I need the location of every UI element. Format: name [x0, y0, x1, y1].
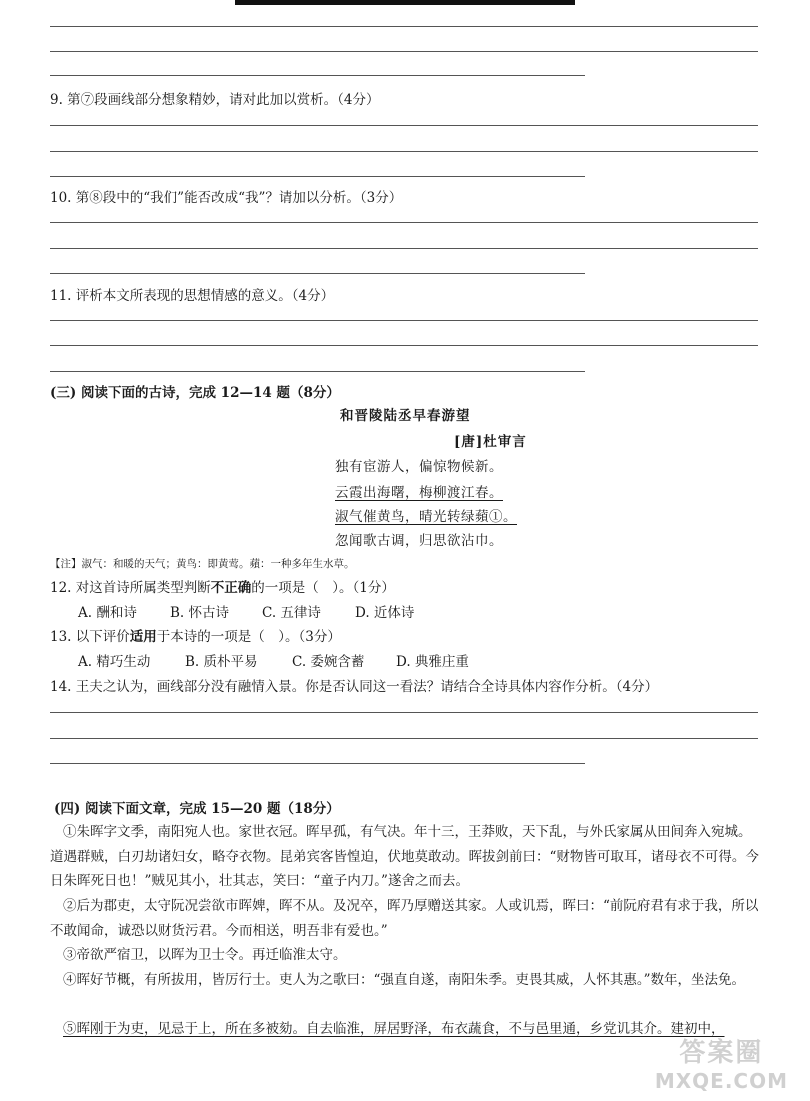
watermark-text: 答案圈: [679, 1038, 764, 1068]
section-3-heading: (三) 阅读下面的古诗，完成 12—14 题（8分）: [50, 385, 340, 401]
q12-option-a: A. 酬和诗: [78, 605, 137, 621]
answer-line: [50, 125, 758, 126]
question-12-emphasis: 不正确: [210, 580, 252, 596]
q12-option-d: D. 近体诗: [355, 605, 415, 621]
passage-paragraph-5: ⑤晖刚于为吏，见忌于上，所在多被劾。自去临淮，屏居野泽，布衣蔬食，不与邑里通，乡党讥其介。建初中，: [63, 1021, 725, 1037]
question-9: 9. 第⑦段画线部分想象精妙，请对此加以赏析。（4分）: [50, 92, 380, 108]
q13-option-c: C. 委婉含蓄: [292, 654, 365, 670]
poem-line-4: 忽闻歌古调，归思欲沾巾。: [335, 533, 503, 549]
answer-line: [50, 176, 585, 177]
section-4-heading: (四) 阅读下面文章，完成 15—20 题（18分）: [54, 801, 340, 817]
answer-line: [50, 763, 585, 764]
answer-line: [50, 222, 758, 223]
answer-line: [50, 75, 585, 76]
answer-line: [50, 320, 758, 321]
passage-paragraph-4: ④晖好节概，有所拔用，皆厉行士。吏人为之歌曰：“强直自遂，南阳朱季。吏畏其威，人怀其惠。”数年，坐法免。: [63, 972, 746, 988]
poem-author: [唐]杜审言: [454, 434, 527, 450]
answer-line: [50, 248, 758, 249]
passage-paragraph-3: ③帝欲严宿卫，以晖为卫士令。再迁临淮太守。: [63, 947, 347, 963]
answer-line: [50, 151, 758, 152]
q12-option-b: B. 怀古诗: [170, 605, 230, 621]
answer-line: [50, 273, 585, 274]
poem-line-3: 淑气催黄鸟，晴光转绿蘋①。: [335, 509, 517, 525]
question-13-text: 13. 以下评价: [50, 629, 130, 645]
question-13-text-end: 于本诗的一项是（ ）。（3分）: [156, 629, 341, 645]
question-12: [50, 576, 395, 596]
answer-line: [50, 738, 758, 739]
passage-paragraph-2: ②后为郡吏，太守阮况尝欲市晖婢，晖不从。及况卒，晖乃厚赠送其家。人或讥焉，晖曰：“前阮府君有求于我，所以不敢闻命，诚恐以财货污君。今而相送，明吾非有爱也。”: [50, 898, 759, 939]
watermark-url: MXQE.COM: [654, 1069, 788, 1093]
answer-line: [50, 712, 758, 713]
poem-note: 【注】淑气：和暖的天气；黄鸟：即黄莺。蘋：一种多年生水草。: [50, 558, 355, 570]
poem-title: 和晋陵陆丞早春游望: [340, 408, 471, 424]
question-12-text-end: 的一项是（ ）。（1分）: [251, 580, 395, 596]
q13-option-a: A. 精巧生动: [78, 654, 151, 670]
question-10: 10. 第⑧段中的“我们”能否改成“我”？请加以分析。（3分）: [50, 190, 403, 206]
q13-option-d: D. 典雅庄重: [396, 654, 469, 670]
watermark-logo: [655, 1032, 788, 1093]
question-11: 11. 评析本文所表现的思想情感的意义。（4分）: [50, 288, 335, 304]
question-13-emphasis: 适用: [129, 629, 157, 645]
poem-line-1: 独有宦游人，偏惊物候新。: [335, 459, 503, 475]
answer-line: [50, 345, 758, 346]
q13-option-b: B. 质朴平易: [185, 654, 258, 670]
question-12-text: 12. 对这首诗所属类型判断: [50, 580, 211, 596]
question-13: [50, 625, 341, 645]
q12-option-c: C. 五律诗: [262, 605, 321, 621]
passage-paragraph-1: ①朱晖字文季，南阳宛人也。家世衣冠。晖早孤，有气决。年十三，王莽败，天下乱，与外氏家属从田间奔入宛城。道遇群贼，白刃劫诸妇女，略夺衣物。昆弟宾客皆惶迫，伏地莫敢动。晖拔剑前曰：“财物皆可取耳，诸母衣不可得。今日朱晖死日也！”贼见其小，壮其志，笑曰：“童子内刀。”遂舍之而去。: [50, 824, 759, 889]
poem-line-2: 云霞出海曙，梅柳渡江春。: [335, 485, 503, 501]
answer-line: [50, 371, 585, 372]
top-header-strip: [235, 0, 575, 5]
answer-line: [50, 51, 758, 52]
question-14: 14. 王夫之认为，画线部分没有融情入景。你是否认同这一看法？请结合全诗具体内容作分析。（4分）: [50, 679, 659, 695]
answer-line: [50, 26, 758, 27]
